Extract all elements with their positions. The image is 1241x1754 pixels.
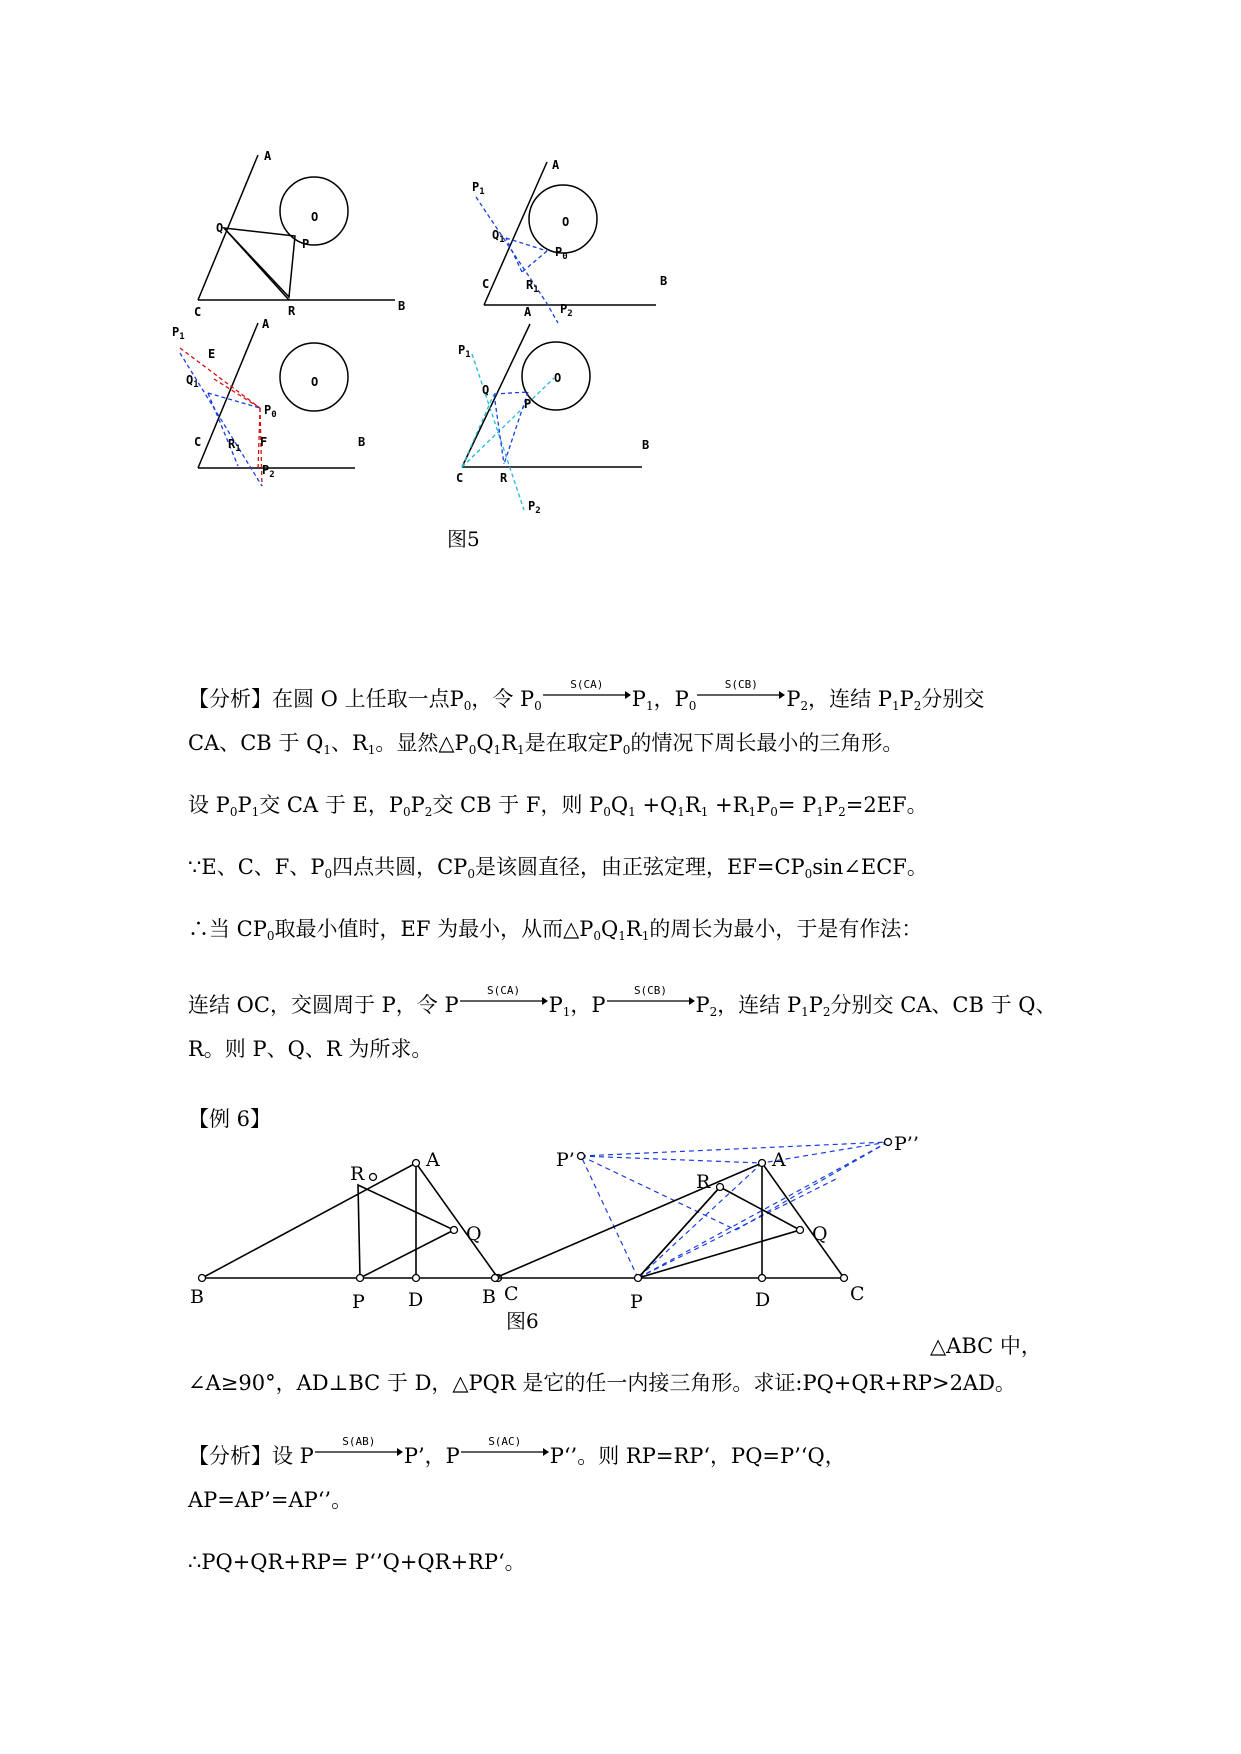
- p2-label-P2: $P_2$: [560, 302, 573, 319]
- mapping-arrow: S(CA): [460, 990, 548, 1010]
- f6l-label-D: D: [408, 1289, 424, 1311]
- figure-6-diagrams: [180, 1130, 940, 1340]
- fig6-right: [482, 1133, 919, 1313]
- p3-label-E: E: [208, 347, 216, 361]
- p1-label-C: C: [194, 305, 202, 319]
- fig5-panel-1: [194, 149, 405, 319]
- p4-label-P1: $P_1$: [458, 343, 471, 360]
- figure-5-caption: 图5: [447, 527, 480, 551]
- p3-label-C: C: [194, 435, 202, 449]
- f6r-label-Q: Q: [812, 1223, 828, 1245]
- p4-label-C: C: [456, 471, 464, 485]
- example6-statement-2: ∠A≥90°，AD⊥BC 于 D，△PQR 是它的任一内接三角形。求证:PQ+QR+RP>2AD。: [188, 1371, 1016, 1395]
- p4-label-Q: Q: [482, 383, 490, 397]
- f6r-label-D: D: [755, 1289, 771, 1311]
- f6l-label-C: C: [504, 1283, 519, 1305]
- f6r-label-A: A: [772, 1149, 786, 1171]
- analysis5-line-1: 【分析】在圆 O 上任取一点$P_0$，令 $P_0$ S(CA) $P_1$，$P_0$ S(CB) $P_2$，连结 $P_1P_2$分别交: [188, 678, 985, 713]
- p3-label-R1: $R_1$: [228, 437, 241, 454]
- f6r-label-P1: P’: [556, 1149, 575, 1171]
- analysis5-line-2: CA、CB 于 $Q_1$、$R_1$。显然$\triangle P_0Q_1R_1$是在取定$P_0$的情况下周长最小的三角形。: [188, 731, 904, 757]
- mapping-arrow: S(CB): [607, 990, 695, 1010]
- p2-label-B: B: [660, 274, 668, 288]
- p1-label-B: B: [398, 299, 406, 313]
- fig6-left: [190, 1149, 519, 1313]
- f6r-label-R: R: [696, 1171, 711, 1193]
- p3-label-B: B: [358, 435, 366, 449]
- f6r-label-P: P: [630, 1291, 643, 1313]
- p1-label-P: P: [302, 237, 310, 251]
- p2-label-Q1: $Q_1$: [492, 228, 505, 245]
- p4-label-P2: $P_2$: [528, 499, 541, 516]
- mapping-arrow: S(AC): [461, 1441, 549, 1461]
- p2-label-A: A: [552, 158, 560, 172]
- p2-label-P1: $P_1$: [472, 180, 485, 197]
- p3-label-Q1: $Q_1$: [186, 373, 199, 390]
- p2-label-O: O: [562, 215, 570, 229]
- p4-label-R: R: [500, 471, 508, 485]
- f6l-label-Q: Q: [466, 1223, 482, 1245]
- f6l-label-R: R: [350, 1163, 365, 1185]
- analysis5-line-7: R。则 P、Q、R 为所求。: [188, 1037, 433, 1061]
- f6r-label-B: B: [482, 1286, 496, 1308]
- figure-6-caption: 图6: [506, 1309, 539, 1333]
- example6-heading: 【例 6】: [188, 1107, 272, 1131]
- p4-label-A: A: [524, 305, 532, 319]
- fig5-panel-4: [456, 305, 649, 516]
- p4-label-P: P: [524, 397, 532, 411]
- p4-label-B: B: [642, 438, 650, 452]
- f6l-label-B: B: [190, 1286, 204, 1308]
- f6r-label-P2: P’’: [894, 1133, 919, 1155]
- figure-5-diagrams: [172, 149, 740, 550]
- p3-label-P0: $P_0$: [264, 403, 277, 420]
- example6-statement-1: △ABC 中，: [930, 1334, 1042, 1358]
- analysis6-line-2: AP=AP’=AP‘’。: [188, 1488, 353, 1512]
- p3-label-O: O: [311, 375, 319, 389]
- fig5-panel-3: [172, 317, 365, 486]
- p3-label-P1: $P_1$: [172, 325, 185, 342]
- analysis5-line-6: 连结 OC，交圆周于 P，令 P S(CA) $P_1$，P S(CB) $P_2$，连结 $P_1P_2$分别交 CA、CB 于 Q、: [188, 984, 1057, 1019]
- p1-label-A: A: [264, 149, 272, 163]
- p2-label-C: C: [482, 277, 490, 291]
- p1-label-Q: Q: [216, 221, 224, 235]
- analysis6-line-3: ∴PQ+QR+RP= P‘’Q+QR+RP‘。: [188, 1550, 526, 1574]
- mapping-arrow: S(CA): [543, 684, 631, 704]
- p4-label-O: O: [554, 371, 562, 385]
- analysis5-line-3: 设 $P_0P_1$交 CA 于 E，$P_0P_2$交 CB 于 F，则 $P_0Q_1 +Q_1R_1 +R_1P_0= P_1P_2=2EF$。: [188, 793, 928, 819]
- fig5-panel-2: [472, 158, 667, 323]
- f6l-label-A: A: [426, 1149, 440, 1171]
- p3-label-A: A: [262, 317, 270, 331]
- f6r-label-C: C: [850, 1283, 865, 1305]
- analysis5-line-4: ∵E、C、F、$P_0$四点共圆，$CP_0$是该圆直径，由正弦定理，$EF=CP_0\sin\angle ECF$。: [188, 855, 928, 881]
- p2-label-R1: $R_1$: [526, 278, 539, 295]
- analysis6-line-1: 【分析】设 P S(AB) P’，P S(AC) P‘’。则 RP=RP‘，PQ=P’‘Q，: [188, 1435, 846, 1468]
- p1-label-O: O: [311, 210, 319, 224]
- p1-label-R: R: [288, 304, 296, 318]
- mapping-arrow: S(AB): [315, 1441, 403, 1461]
- f6l-label-P: P: [352, 1291, 365, 1313]
- p2-label-P0: $P_0$: [555, 245, 568, 262]
- p3-label-F: F: [260, 435, 268, 449]
- p3-label-P2: $P_2$: [262, 463, 275, 480]
- mapping-arrow: S(CB): [697, 684, 785, 704]
- analysis5-line-5: ∴当 $CP_0$取最小值时，EF 为最小，从而$\triangle P_0Q_1R_1$的周长为最小，于是有作法：: [188, 917, 923, 943]
